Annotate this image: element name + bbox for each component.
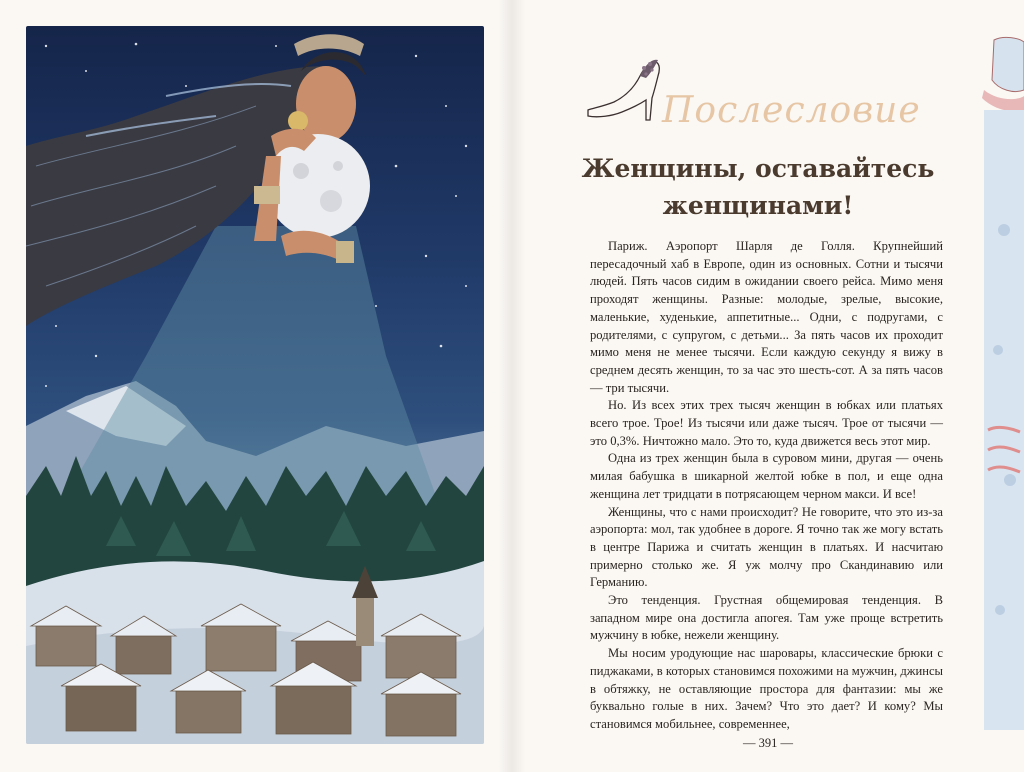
moon-woman-illustration [26, 26, 484, 744]
section-kicker: Послесловие [662, 90, 921, 131]
paragraph: Но. Из всех этих трех тысяч женщин в юбках или платьях всего трое. Трое! Из тысячи или даже тысяч. Трое от тысячи — это 0,3%. Ничтожно мало. Это то, куда движется весь этот мир. [590, 398, 943, 448]
high-heel-shoe-icon [584, 48, 664, 128]
paragraph: Одна из трех женщин была в суровом мини, другая — очень милая бабушка в шикарной желтой юбке в пол, и еще одна женщина лет тридцати в потрясающем черном макси. И все! [590, 451, 943, 501]
teacup-stack-icon [974, 30, 1024, 730]
page-number-value: — 391 — [743, 736, 793, 750]
body-text [590, 238, 943, 734]
chapter-title [568, 150, 948, 224]
chapter-title-line-1: Женщины, оставайтесь [581, 154, 935, 183]
right-page [512, 0, 1024, 772]
paragraph: Это тенденция. Грустная общемировая тенденция. В западном мире она достигла апогея. Там уже проще встретить мужчину в юбке, нежели женщину. [590, 593, 943, 643]
paragraph: Женщины, что с нами происходит? Не говорите, что это из-за аэропорта: мол, так удобнее в дороге. Я точно так же могу встать в центре Парижа и считать женщин в платьях. И насчитаю примерно столько же. Я уж молчу про Скандинавию или Германию. [590, 504, 943, 590]
page-number [512, 736, 1024, 751]
paragraph: Мы носим уродующие нас шаровары, классические брюки с пиджаками, в которых становимся похожими на мужчин, джинсы в обтяжку, не оставляющие простора для фантазии: мы же буквально голые в них. Зачем? Что это дает? И кому? Мы становимся мобильнее, современнее, [590, 646, 943, 731]
chapter-title-line-2: женщинами! [662, 191, 854, 220]
paragraph: Париж. Аэропорт Шарля де Голля. Крупнейший пересадочный хаб в Европе, один из основных. Сотни и тысячи людей. Пять часов сидим в ожидании своего рейса. Мимо меня проходят женщины. Разные: молодые, зрелые, высокие, маленькие, худенькие, аппетитные... Одни, с подругами, с родителями, с супругом, с детьми... За пять часов их проходит мимо меня не менее тысячи. Если каждую секунду я вижу в среднем десять женщин, то за час это шесть-сот. А за пять часов — три тысячи. [590, 239, 943, 395]
